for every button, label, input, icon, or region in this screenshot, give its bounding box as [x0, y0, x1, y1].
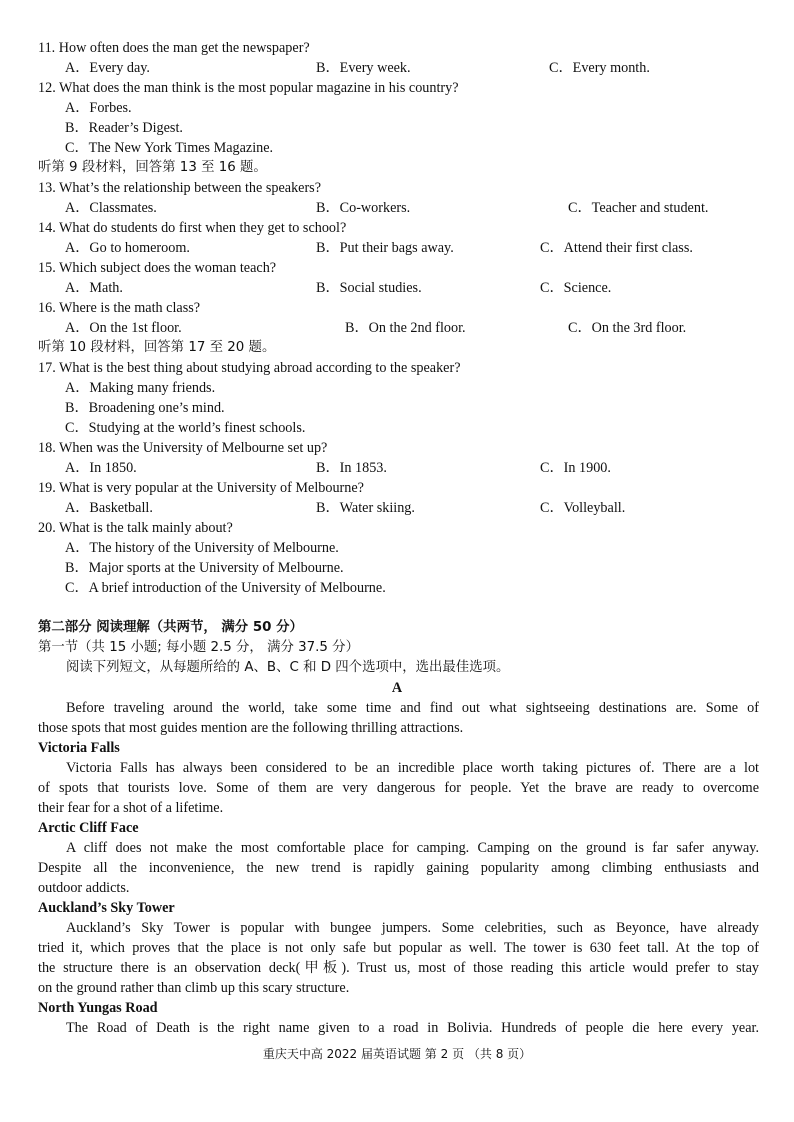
option-17a: A．Making many friends. — [65, 380, 216, 396]
page-footer: 重庆天中高 2022 届英语试题 第 2 页 （共 8 页） — [262, 1047, 532, 1061]
option-14a: A．Go to homeroom. — [65, 240, 190, 256]
arctic-line-2: Despite all the inconvenience, the new trend is rapidly gaining popularity among climbing enthusiasts and — [38, 860, 759, 876]
passage-label: A — [391, 680, 403, 696]
option-14c: C．Attend their first class. — [540, 240, 693, 256]
victoria-line-2: of spots that tourists love. Some of them are very dangerous for people. Yet the brave are ready to overcome — [38, 780, 759, 796]
option-20a: A．The history of the University of Melbourne. — [65, 540, 339, 556]
auckland-line-2: tried it, which proves that the place is not only safe but popular as well. The tower is 630 feet tall. At the top of — [38, 940, 759, 956]
heading-north-yungas-road: North Yungas Road — [38, 1000, 158, 1016]
option-19b: B．Water skiing. — [316, 500, 415, 516]
question-19: 19. What is very popular at the University of Melbourne? — [38, 480, 364, 496]
option-11b: B．Every week. — [316, 60, 411, 76]
option-11a: A．Every day. — [65, 60, 150, 76]
option-18a: A．In 1850. — [65, 460, 137, 476]
segment-9-note: 听第 9 段材料，回答第 13 至 16 题。 — [38, 160, 267, 175]
question-16: 16. Where is the math class? — [38, 300, 201, 316]
heading-arctic-cliff-face: Arctic Cliff Face — [38, 820, 139, 836]
option-18c: C．In 1900. — [540, 460, 611, 476]
option-12a: A．Forbes. — [65, 100, 132, 116]
part2-title: 第二部分 阅读理解（共两节， 满分 50 分） — [38, 620, 303, 635]
option-20b: B．Major sports at the University of Melbourne. — [65, 560, 344, 576]
passage-intro-line-2: those spots that most guides mention are the following thrilling attractions. — [38, 720, 464, 736]
option-17b: B．Broadening one’s mind. — [65, 400, 225, 416]
auckland-line-1: Auckland’s Sky Tower is popular with bungee jumpers. Some celebrities, such as Beyonce, have already — [66, 920, 759, 936]
victoria-line-3: their fear for a shot of a lifetime. — [38, 800, 224, 816]
reading-instruction: 阅读下列短文，从每题所给的 A、B、C 和 D 四个选项中，选出最佳选项。 — [66, 660, 510, 675]
passage-intro-line-1: Before traveling around the world, take some time and find out what sightseeing destinations are. Some of — [66, 700, 759, 716]
arctic-line-3: outdoor addicts. — [38, 880, 130, 896]
option-16a: A．On the 1st floor. — [65, 320, 182, 336]
option-12b: B．Reader’s Digest. — [65, 120, 183, 136]
option-18b: B．In 1853. — [316, 460, 387, 476]
auckland-line-4: on the ground rather than climb up this scary structure. — [38, 980, 350, 996]
heading-auckland-sky-tower: Auckland’s Sky Tower — [38, 900, 175, 916]
question-14: 14. What do students do first when they get to school? — [38, 220, 347, 236]
victoria-line-1: Victoria Falls has always been considered to be an incredible place worth taking pictures of. There are a lot — [66, 760, 759, 776]
question-13: 13. What’s the relationship between the speakers? — [38, 180, 322, 196]
option-13c: C．Teacher and student. — [568, 200, 709, 216]
option-19a: A．Basketball. — [65, 500, 153, 516]
option-15c: C．Science. — [540, 280, 612, 296]
auckland-line-3: the structure there is an observation deck(甲板). Trust us, most of those reading this article would prefer to stay — [38, 960, 759, 976]
question-18: 18. When was the University of Melbourne set up? — [38, 440, 328, 456]
yungas-line-1: The Road of Death is the right name given to a road in Bolivia. Hundreds of people die here every year. — [66, 1020, 759, 1036]
arctic-line-1: A cliff does not make the most comfortable place for camping. Camping on the ground is far safer anyway. — [66, 840, 759, 856]
heading-victoria-falls: Victoria Falls — [38, 740, 120, 756]
question-15: 15. Which subject does the woman teach? — [38, 260, 277, 276]
option-16b: B．On the 2nd floor. — [345, 320, 466, 336]
question-20: 20. What is the talk mainly about? — [38, 520, 233, 536]
option-12c: C．The New York Times Magazine. — [65, 140, 274, 156]
option-14b: B．Put their bags away. — [316, 240, 454, 256]
option-11c: C．Every month. — [549, 60, 650, 76]
segment-10-note: 听第 10 段材料，回答第 17 至 20 题。 — [38, 340, 276, 355]
question-11: 11. How often does the man get the newspaper? — [38, 40, 310, 56]
option-20c: C．A brief introduction of the University of Melbourne. — [65, 580, 386, 596]
option-15b: B．Social studies. — [316, 280, 422, 296]
option-13b: B．Co-workers. — [316, 200, 411, 216]
option-17c: C．Studying at the world’s finest schools. — [65, 420, 306, 436]
option-15a: A．Math. — [65, 280, 123, 296]
question-17: 17. What is the best thing about studying abroad according to the speaker? — [38, 360, 461, 376]
option-16c: C．On the 3rd floor. — [568, 320, 687, 336]
option-13a: A．Classmates. — [65, 200, 157, 216]
option-19c: C．Volleyball. — [540, 500, 626, 516]
section1-title: 第一节（共 15 小题; 每小题 2.5 分， 满分 37.5 分） — [38, 640, 359, 655]
question-12: 12. What does the man think is the most popular magazine in his country? — [38, 80, 459, 96]
